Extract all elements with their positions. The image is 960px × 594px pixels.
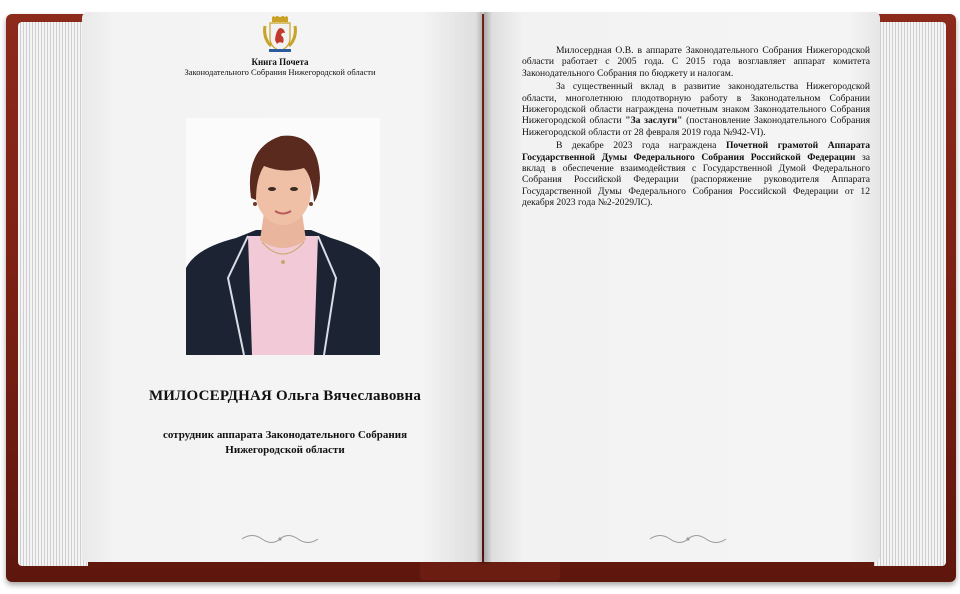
bio-paragraph: За существенный вклад в развитие законодательства Нижегородской области, многолетнюю плодотворную работу в Законодательном Собрании Нижегородской области награждена почетным знаком Законодательного Собрания Нижегородской области "За заслуги" (постановление Законодательного Собрания Нижегородской области от 28 февраля 2019 года №942-VI). bbox=[522, 81, 871, 138]
bio-paragraph: В декабре 2023 года награждена Почетной грамотой Аппарата Государственной Думы Федерального Собрания Российской Федерации за вклад в обеспечение взаимодействия с Государственной Думой Федерального Собрания Российской Федерации (распоряжение руководителя Аппарата Государственной Думы Федерального Собрания Российской Федерации от 12 декабря 2023 года №2-2029ЛС). bbox=[522, 140, 871, 209]
position-line-1: сотрудник аппарата Законодательного Собрания bbox=[162, 429, 408, 441]
left-page-stack bbox=[18, 22, 88, 566]
ornament-flourish-icon bbox=[240, 532, 320, 546]
portrait-photo bbox=[186, 118, 380, 355]
book-subtitle: Законодательного Собрания Нижегородской области bbox=[184, 67, 376, 77]
bio-paragraph: Милосердная О.В. в аппарате Законодательного Собрания Нижегородской области работает с 2005 года. С 2015 года возглавляет аппарат комитета Законодательного Собрания по бюджету и налогам. bbox=[522, 45, 870, 79]
position-line-2: Нижегородской области bbox=[225, 444, 345, 456]
ornament-flourish-icon bbox=[648, 532, 728, 546]
book-title: Книга Почета bbox=[251, 57, 309, 67]
biography-text bbox=[522, 45, 870, 211]
book-spine-shadow bbox=[476, 12, 492, 564]
person-name: МИЛОСЕРДНАЯ Ольга Вячеславовна bbox=[148, 388, 422, 404]
person-position bbox=[100, 428, 470, 458]
right-page-stack bbox=[874, 22, 946, 566]
coat-of-arms-icon bbox=[263, 16, 297, 54]
